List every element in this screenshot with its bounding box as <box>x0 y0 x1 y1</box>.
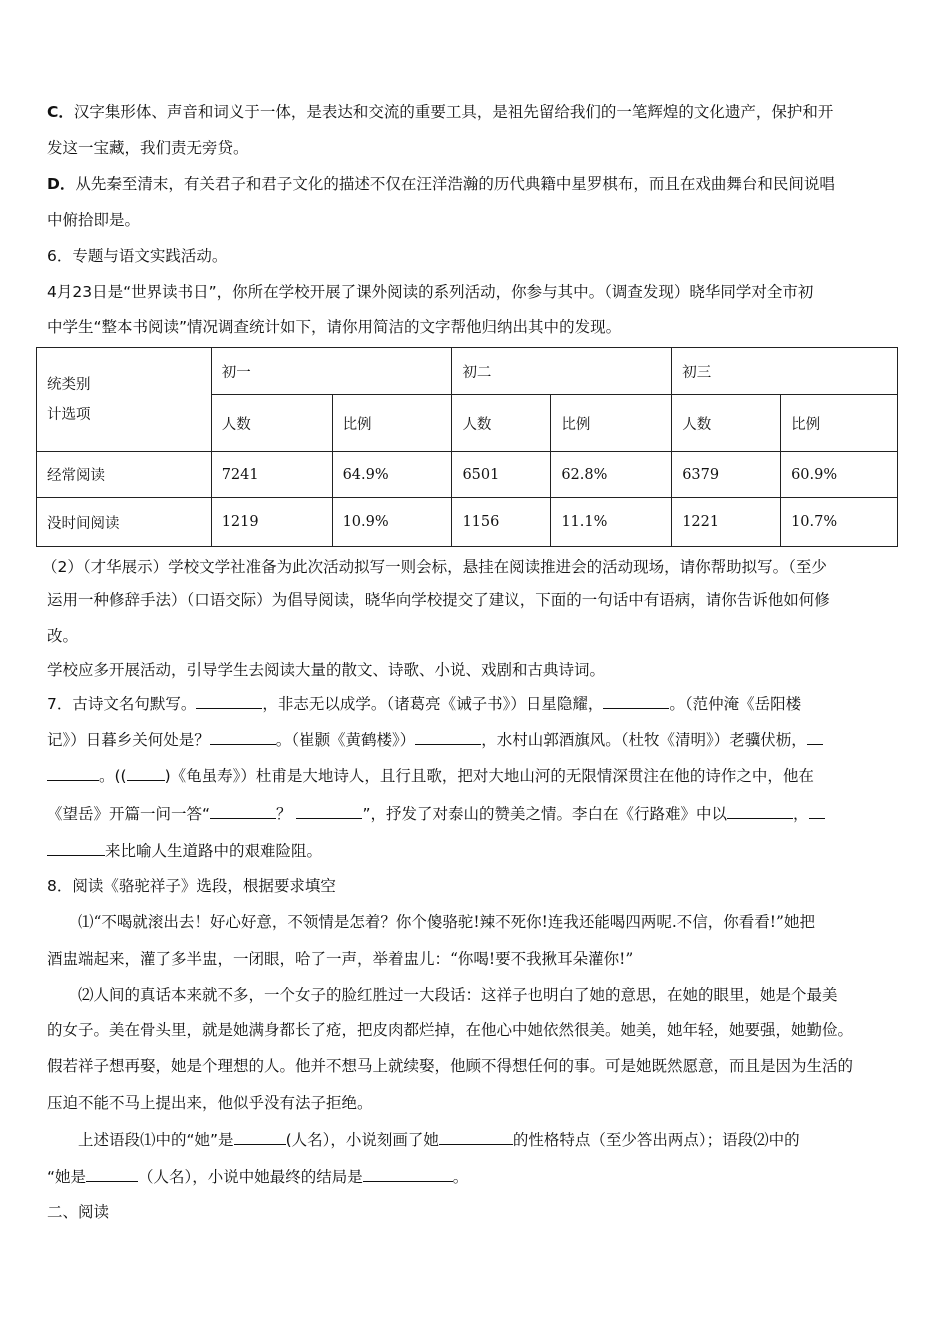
passage-1-line1: ⑴“不喝就滚出去！好心好意，不领情是怎着？你个傻骆驼!辣不死你!连我还能喝四两呢.不信，你看看!”她把 <box>78 913 815 931</box>
question-6-part2-line2: 运用一种修辞手法）（口语交际）为倡导阅读，晓华向学校提交了建议，下面的一句话中有语病，请你告诉他如何修 <box>47 591 830 609</box>
option-d-line1: D．从先秦至清末，有关君子和君子文化的描述不仅在汪洋浩瀚的历代典籍中星罗棋布，而且在戏曲舞台和民间说唱 <box>47 175 835 193</box>
table-cell: 10.9% <box>332 498 452 547</box>
answer-blank[interactable] <box>363 1167 453 1182</box>
question-7-line4: 《望岳》开篇一问一答“ ？ ”，抒发了对泰山的赞美之情。李白在《行路难》中以 ， <box>47 804 825 824</box>
sub-header: 比例 <box>551 395 672 452</box>
answer-blank[interactable] <box>196 694 262 709</box>
sub-header: 人数 <box>211 395 332 452</box>
question-6-sick-sentence: 学校应多开展活动，引导学生去阅读大量的散文、诗歌、小说、戏剧和古典诗词。 <box>47 661 606 679</box>
table-row <box>37 498 898 547</box>
question-7-line3: 。(( )《龟虽寿》）杜甫是大地诗人，且行且歌，把对大地山河的无限情深贯注在他的诗作之中，他在 <box>47 766 814 786</box>
sub-header: 比例 <box>332 395 452 452</box>
answer-blank[interactable] <box>727 804 793 819</box>
sub-header: 比例 <box>781 395 898 452</box>
row-label: 经常阅读 <box>37 452 212 498</box>
question-6-intro-line2: 中学生“整本书阅读”情况调查统计如下，请你用简洁的文字帮他归纳出其中的发现。 <box>47 318 622 336</box>
sub-header: 人数 <box>452 395 551 452</box>
option-c-label: C． <box>47 103 74 121</box>
question-8-fill-line1: 上述语段⑴中的“她”是 (人名），小说刻画了她 的性格特点（至少答出两点）；语段⑵中的 <box>78 1131 800 1149</box>
question-8-title: 8．阅读《骆驼祥子》选段，根据要求填空 <box>47 877 336 895</box>
question-7-line1: 7．古诗文名句默写。 ，非志无以成学。（诸葛亮《诫子书》）日星隐耀， 。（范仲淹《岳阳楼 <box>47 695 802 713</box>
answer-blank[interactable] <box>210 730 276 745</box>
answer-blank[interactable] <box>47 766 99 781</box>
passage-2-line4: 压迫不能不马上提出来，他似乎没有法子拒绝。 <box>47 1094 373 1112</box>
passage-1-line2: 酒盅端起来，灌了多半盅，一闭眼，哈了一声，举着盅儿：“你喝!要不我揪耳朵灌你!” <box>47 950 634 968</box>
option-d-line2: 中俯拾即是。 <box>47 211 141 229</box>
option-c-line2: 发这一宝藏，我们责无旁贷。 <box>47 139 249 157</box>
question-8-fill-line2: “她是 （人名），小说中她最终的结局是 。 <box>47 1168 469 1186</box>
option-d-label: D． <box>47 175 76 193</box>
table-cell: 1219 <box>211 498 332 547</box>
table-cell: 1156 <box>452 498 551 547</box>
question-7-line5: 来比喻人生道路中的艰难险阻。 <box>47 841 322 861</box>
section-2-title: 二、阅读 <box>47 1203 110 1221</box>
table-cell: 64.9% <box>332 452 452 498</box>
answer-blank[interactable] <box>210 804 276 819</box>
sub-header: 人数 <box>672 395 781 452</box>
row-label: 没时间阅读 <box>37 498 212 547</box>
passage-2-line2: 的女子。美在骨头里，就是她满身都长了疮，把皮肉都烂掉，在他心中她依然很美。她美，她年轻，她要强，她勤俭。 <box>47 1021 854 1039</box>
answer-blank[interactable] <box>296 804 362 819</box>
table-cell: 60.9% <box>781 452 898 498</box>
reading-survey-table <box>36 347 898 547</box>
table-cell: 1221 <box>672 498 781 547</box>
answer-blank[interactable] <box>47 841 105 856</box>
question-6-part2-line1: （2）（才华展示）学校文学社准备为此次活动拟写一则会标，悬挂在阅读推进会的活动现场，请你帮助拟写。（至少 <box>42 558 827 576</box>
passage-2-line1: ⑵人间的真话本来就不多，一个女子的脸红胜过一大段话：这祥子也明白了她的意思，在她的眼里，她是个最美 <box>78 986 838 1004</box>
grade-header-1: 初一 <box>211 348 452 395</box>
grade-header-2: 初二 <box>452 348 672 395</box>
passage-2-line3: 假若祥子想再娶，她是个理想的人。他并不想马上就续娶，他顾不得想任何的事。可是她既然愿意，而且是因为生活的 <box>47 1057 854 1075</box>
answer-blank[interactable] <box>86 1167 138 1182</box>
question-6-intro-line1: 4月23日是“世界读书日”，你所在学校开展了课外阅读的系列活动，你参与其中。（调查发现）晓华同学对全市初 <box>47 283 814 301</box>
answer-blank[interactable] <box>439 1130 513 1145</box>
question-6-title: 6．专题与语文实践活动。 <box>47 247 228 265</box>
answer-blank[interactable] <box>603 694 669 709</box>
question-7-line2: 记》）日暮乡关何处是？ 。（崔颢《黄鹤楼》） ，水村山郭酒旗风。（杜牧《清明》）老骥伏枥， <box>47 730 823 750</box>
answer-blank[interactable] <box>809 804 825 819</box>
table-cell: 10.7% <box>781 498 898 547</box>
table-cell: 7241 <box>211 452 332 498</box>
table-cell: 11.1% <box>551 498 672 547</box>
grade-header-3: 初三 <box>672 348 898 395</box>
table-cell: 6379 <box>672 452 781 498</box>
answer-blank[interactable] <box>415 730 481 745</box>
answer-blank[interactable] <box>127 766 165 781</box>
option-c-line1: C．汉字集形体、声音和词义于一体，是表达和交流的重要工具，是祖先留给我们的一笔辉煌的文化遗产，保护和开 <box>47 103 834 121</box>
answer-blank[interactable] <box>234 1130 286 1145</box>
answer-blank[interactable] <box>807 730 823 745</box>
table-cell: 62.8% <box>551 452 672 498</box>
question-6-part2-line3: 改。 <box>47 627 79 645</box>
table-corner-header: 统类别 计选项 <box>37 348 212 452</box>
table-row <box>37 452 898 498</box>
table-cell: 6501 <box>452 452 551 498</box>
